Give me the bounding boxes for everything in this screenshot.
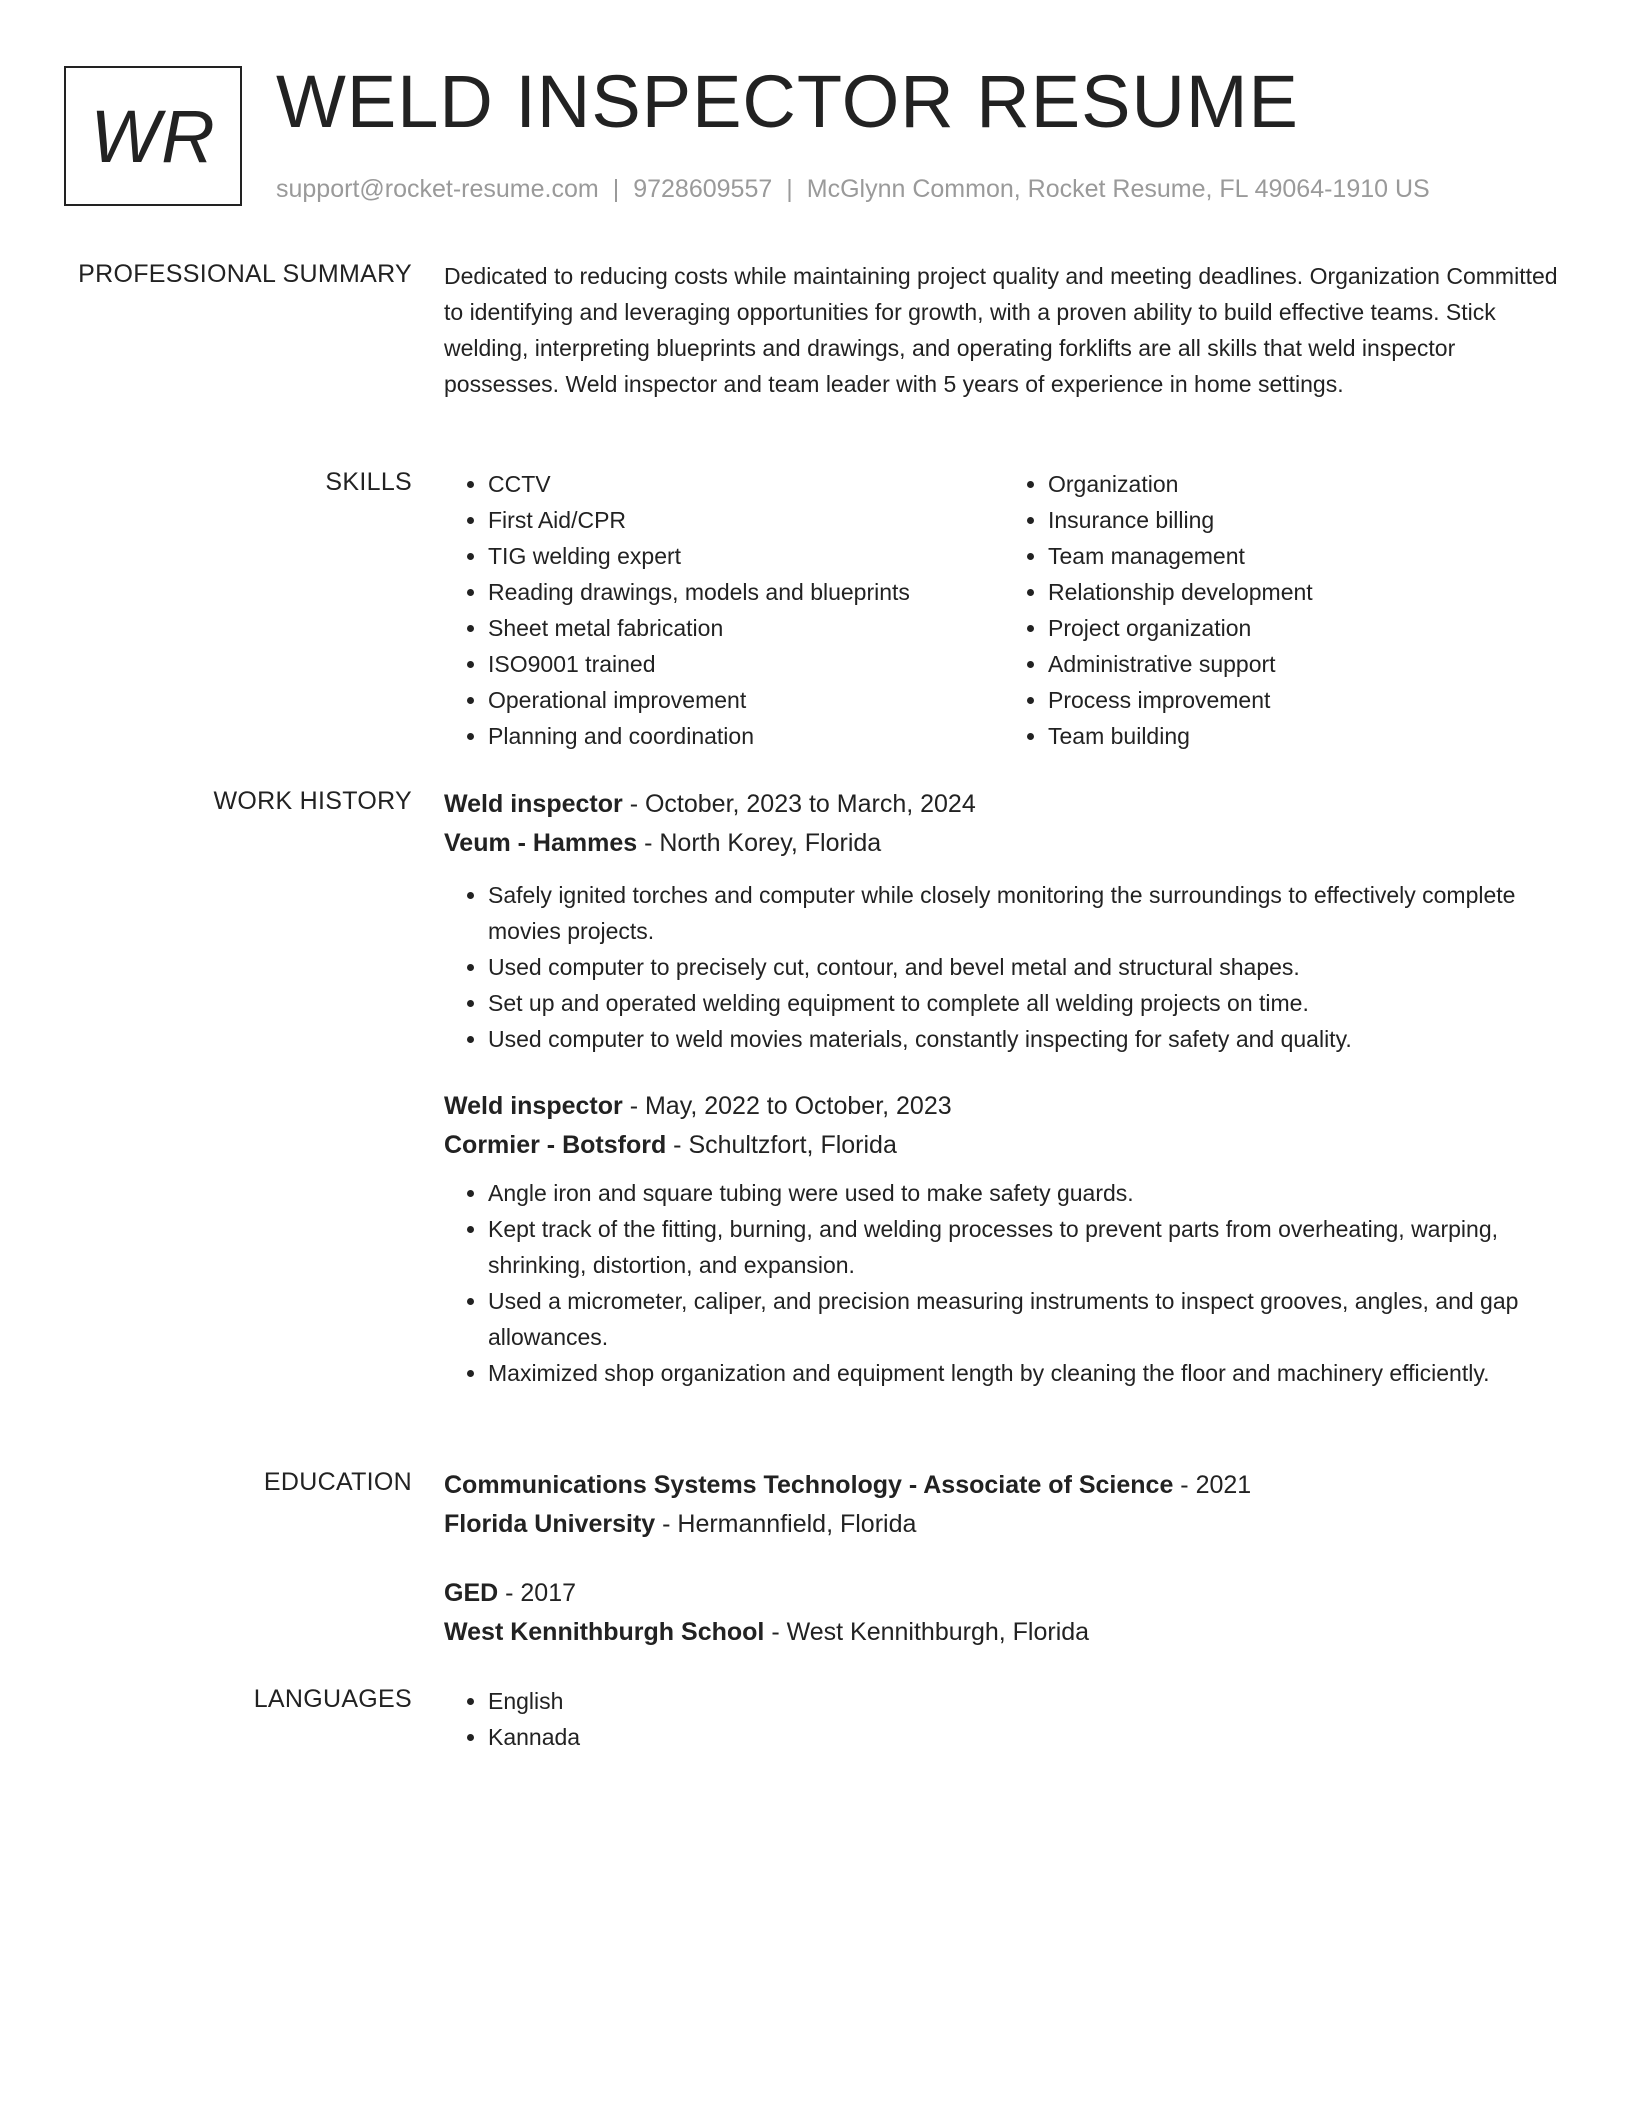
languages-body <box>444 1683 1564 1755</box>
languages-list <box>444 1683 1564 1755</box>
education-school: Florida University <box>444 1510 656 1538</box>
contact-email[interactable]: support@rocket-resume.com <box>276 175 599 203</box>
list-item: • Team building <box>1048 718 1564 754</box>
skills-columns <box>444 466 1564 754</box>
education-school-line <box>444 1505 1564 1544</box>
job-title: Weld inspector <box>444 1092 623 1120</box>
education-entry <box>444 1466 1564 1544</box>
list-item: • Set up and operated welding equipment to complete all welding projects on time. <box>488 985 1564 1021</box>
education-location: - West Kennithburgh, Florida <box>764 1618 1090 1646</box>
list-item: • Operational improvement <box>488 682 1004 718</box>
list-item: • Maximized shop organization and equipment length by cleaning the floor and machinery efficiently. <box>488 1355 1564 1391</box>
job-dates: - May, 2022 to October, 2023 <box>622 1092 952 1120</box>
list-item: • English <box>488 1683 1564 1719</box>
job-title-line <box>444 785 1564 824</box>
contact-separator: | <box>612 175 620 203</box>
list-item: • Administrative support <box>1048 646 1564 682</box>
section-label-summary: PROFESSIONAL SUMMARY <box>78 260 412 288</box>
education-year: - 2021 <box>1173 1471 1252 1499</box>
list-item: • Used a micrometer, caliper, and precision measuring instruments to inspect grooves, angles, and gap allowances. <box>488 1283 1564 1355</box>
education-degree-line <box>444 1574 1564 1613</box>
list-item: • Planning and coordination <box>488 718 1004 754</box>
work-body <box>444 785 1564 1391</box>
job-dates: - October, 2023 to March, 2024 <box>622 790 976 818</box>
list-item: • TIG welding expert <box>488 538 1004 574</box>
list-item: • Sheet metal fabrication <box>488 610 1004 646</box>
education-year: - 2017 <box>498 1579 577 1607</box>
contact-address: McGlynn Common, Rocket Resume, FL 49064-1910 US <box>806 175 1430 203</box>
job-bullets <box>444 877 1564 1057</box>
list-item: • Relationship development <box>1048 574 1564 610</box>
list-item: • Angle iron and square tubing were used to make safety guards. <box>488 1175 1564 1211</box>
list-item: • Used computer to weld movies materials, constantly inspecting for safety and quality. <box>488 1021 1564 1057</box>
job-title: Weld inspector <box>444 790 623 818</box>
summary-text: Dedicated to reducing costs while maintaining project quality and meeting deadlines. Organization Committed to identifying and leveraging opportunities for growth, with a proven ability to build effective teams. Stick welding, interpreting blueprints and drawings, and operating forklifts are all skills that weld inspector possesses. Weld inspector and team leader with 5 years of experience in home settings. <box>444 263 1558 397</box>
job-company: Cormier - Botsford <box>444 1131 667 1159</box>
job-company-line <box>444 824 1564 863</box>
contact-separator: | <box>786 175 793 203</box>
list-item: • ISO9001 trained <box>488 646 1004 682</box>
list-item: • First Aid/CPR <box>488 502 1004 538</box>
education-entry <box>444 1574 1564 1652</box>
education-degree: Communications Systems Technology - Associate of Science <box>444 1471 1174 1499</box>
resume-title: WELD INSPECTOR RESUME <box>276 60 1299 143</box>
list-item: • Safely ignited torches and computer while closely monitoring the surroundings to effectively complete movies projects. <box>488 877 1564 949</box>
list-item: • Insurance billing <box>1048 502 1564 538</box>
monogram-box <box>64 66 242 206</box>
list-item: • Project organization <box>1048 610 1564 646</box>
job-entry <box>444 785 1564 1057</box>
education-school-line <box>444 1613 1564 1652</box>
education-body <box>444 1466 1564 1652</box>
section-label-education: EDUCATION <box>263 1468 412 1496</box>
education-degree: GED <box>444 1579 499 1607</box>
list-item: • Kannada <box>488 1719 1564 1755</box>
job-location: - North Korey, Florida <box>637 829 882 857</box>
skills-list-left <box>444 466 1004 754</box>
education-degree-line <box>444 1466 1564 1505</box>
list-item: • Kept track of the fitting, burning, and welding processes to prevent parts from overheating, warping, shrinking, distortion, and expansion. <box>488 1211 1564 1283</box>
section-label-languages: LANGUAGES <box>253 1685 412 1713</box>
contact-phone[interactable]: 9728609557 <box>633 175 773 203</box>
job-entry <box>444 1087 1564 1391</box>
contact-line <box>276 173 1430 205</box>
monogram-initials: WR <box>90 94 216 178</box>
list-item: • CCTV <box>488 466 1004 502</box>
job-bullets <box>444 1175 1564 1391</box>
list-item: • Organization <box>1048 466 1564 502</box>
job-company: Veum - Hammes <box>444 829 638 857</box>
list-item: • Reading drawings, models and blueprints <box>488 574 1004 610</box>
summary-body <box>444 258 1564 402</box>
list-item: • Process improvement <box>1048 682 1564 718</box>
list-item: • Team management <box>1048 538 1564 574</box>
job-location: - Schultzfort, Florida <box>666 1131 897 1159</box>
skills-list-right <box>1004 466 1564 754</box>
section-label-work: WORK HISTORY <box>213 787 412 815</box>
education-school: West Kennithburgh School <box>444 1618 765 1646</box>
section-label-skills: SKILLS <box>325 468 412 496</box>
job-company-line <box>444 1126 1564 1165</box>
job-title-line <box>444 1087 1564 1126</box>
education-location: - Hermannfield, Florida <box>655 1510 917 1538</box>
list-item: • Used computer to precisely cut, contour, and bevel metal and structural shapes. <box>488 949 1564 985</box>
